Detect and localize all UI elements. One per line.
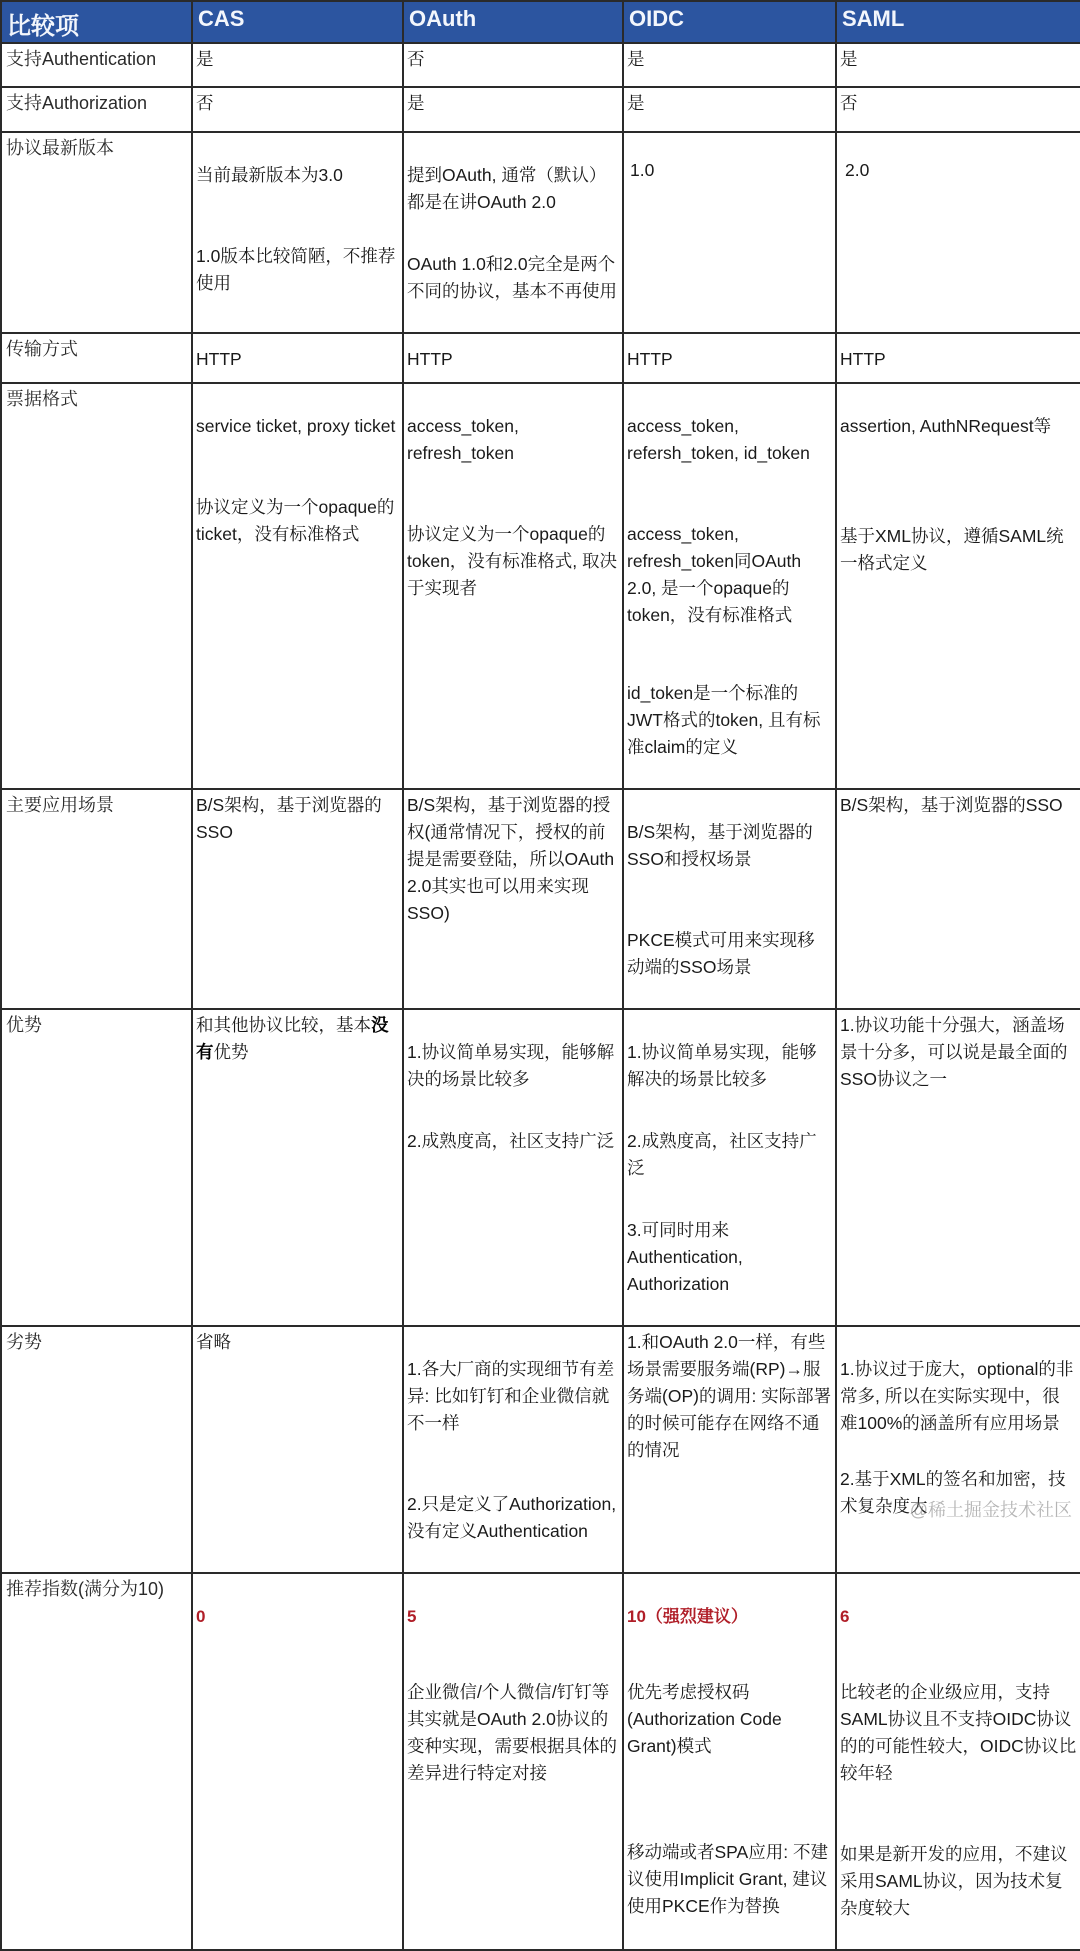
emphasis-text: 没有 (196, 1015, 389, 1062)
table-row (1, 87, 1080, 132)
cell-oauth: B/S架构，基于浏览器的授权(通常情况下，授权的前提是需要登陆，所以OAuth 2.0其实也可以用来实现SSO) (403, 789, 623, 1009)
cell-oidc: 是 (623, 87, 836, 132)
table-row (1, 789, 1080, 1009)
cell-saml: 1.协议过于庞大，optional的非常多, 所以在实际实现中，很难100%的涵盖所有应用场景 2.基于XML的签名和加密，技术复杂度大 (836, 1326, 1080, 1573)
cell-oauth: 是 (403, 87, 623, 132)
cell-cas: HTTP (192, 333, 403, 383)
table-row (1, 43, 1080, 87)
table-row (1, 132, 1080, 333)
cell-oauth: HTTP (403, 333, 623, 383)
header-oauth: OAuth (403, 1, 623, 43)
cell-cas: B/S架构，基于浏览器的SSO (192, 789, 403, 1009)
cell-saml: 1.协议功能十分强大，涵盖场景十分多，可以说是最全面的SSO协议之一 (836, 1009, 1080, 1326)
header-label: 比较项 (1, 1, 192, 43)
score-badge: 5 (407, 1607, 417, 1626)
cell-saml: assertion, AuthNRequest等 基于XML协议，遵循SAML统一格式定义 (836, 383, 1080, 789)
cell-oidc: 是 (623, 43, 836, 87)
row-label: 传输方式 (1, 333, 192, 383)
table-row (1, 1573, 1080, 1950)
cell-oidc: B/S架构，基于浏览器的SSO和授权场景 PKCE模式可用来实现移动端的SSO场景 (623, 789, 836, 1009)
row-label: 票据格式 (1, 383, 192, 789)
cell-oidc: HTTP (623, 333, 836, 383)
header-saml: SAML (836, 1, 1080, 43)
cell-oidc: 10（强烈建议） 优先考虑授权码(Authorization Code Grant)模式 移动端或者SPA应用: 不建议使用Implicit Grant, 建议使用PKCE作为替换 (623, 1573, 836, 1950)
score-badge: 6 (840, 1607, 850, 1626)
cell-oauth: 1.各大厂商的实现细节有差异: 比如钉钉和企业微信就不一样 2.只是定义了Authorization, 没有定义Authentication (403, 1326, 623, 1573)
table-row (1, 1009, 1080, 1326)
cell-saml: 否 (836, 87, 1080, 132)
cell-oauth: 否 (403, 43, 623, 87)
row-label: 支持Authentication (1, 43, 192, 87)
cell-oidc: 1.0 (623, 132, 836, 333)
table-row (1, 383, 1080, 789)
cell-oauth: 1.协议简单易实现，能够解决的场景比较多 2.成熟度高，社区支持广泛 (403, 1009, 623, 1326)
cell-cas: 否 (192, 87, 403, 132)
cell-cas: 是 (192, 43, 403, 87)
row-label: 优势 (1, 1009, 192, 1326)
header-cas: CAS (192, 1, 403, 43)
cell-cas (192, 1573, 403, 1950)
row-label: 劣势 (1, 1326, 192, 1573)
score-badge: 0 (196, 1607, 206, 1626)
cell-saml: HTTP (836, 333, 1080, 383)
cell-saml: B/S架构，基于浏览器的SSO (836, 789, 1080, 1009)
header-row (1, 1, 1080, 43)
cell-saml: 是 (836, 43, 1080, 87)
cell-cas: 当前最新版本为3.0 1.0版本比较简陋，不推荐使用 (192, 132, 403, 333)
cell-oauth: 提到OAuth, 通常（默认）都是在讲OAuth 2.0 OAuth 1.0和2.0完全是两个不同的协议，基本不再使用 (403, 132, 623, 333)
cell-oidc: 1.和OAuth 2.0一样，有些场景需要服务端(RP)→服务端(OP)的调用: 实际部署的时候可能存在网络不通的情况 (623, 1326, 836, 1573)
row-label: 协议最新版本 (1, 132, 192, 333)
row-label: 支持Authorization (1, 87, 192, 132)
row-label: 主要应用场景 (1, 789, 192, 1009)
row-label: 推荐指数(满分为10) (1, 1573, 192, 1950)
cell-saml: 2.0 (836, 132, 1080, 333)
table-row (1, 333, 1080, 383)
cell-saml: 6 比较老的企业级应用，支持SAML协议且不支持OIDC协议的的可能性较大，OIDC协议比较年轻 如果是新开发的应用，不建议采用SAML协议，因为技术复杂度较大 (836, 1573, 1080, 1950)
cell-oauth: access_token, refresh_token 协议定义为一个opaque的token，没有标准格式, 取决于实现者 (403, 383, 623, 789)
cell-cas: 省略 (192, 1326, 403, 1573)
cell-oidc: access_token, refersh_token, id_token access_token, refresh_token同OAuth 2.0, 是一个opaque的token，没有标准格式 id_token是一个标准的JWT格式的token, 且有标准claim的定义 (623, 383, 836, 789)
cell-cas: 和其他协议比较，基本没有优势 (192, 1009, 403, 1326)
header-oidc: OIDC (623, 1, 836, 43)
score-badge: 10（强烈建议） (627, 1607, 748, 1626)
watermark-text: @稀土掘金技术社区 (909, 1500, 1072, 1520)
cell-cas: service ticket, proxy ticket 协议定义为一个opaque的ticket，没有标准格式 (192, 383, 403, 789)
table-row (1, 1326, 1080, 1573)
cell-oauth: 5 企业微信/个人微信/钉钉等其实就是OAuth 2.0协议的变种实现，需要根据具体的差异进行特定对接 (403, 1573, 623, 1950)
cell-oidc: 1.协议简单易实现，能够解决的场景比较多 2.成熟度高，社区支持广泛 3.可同时用来Authentication, Authorization (623, 1009, 836, 1326)
